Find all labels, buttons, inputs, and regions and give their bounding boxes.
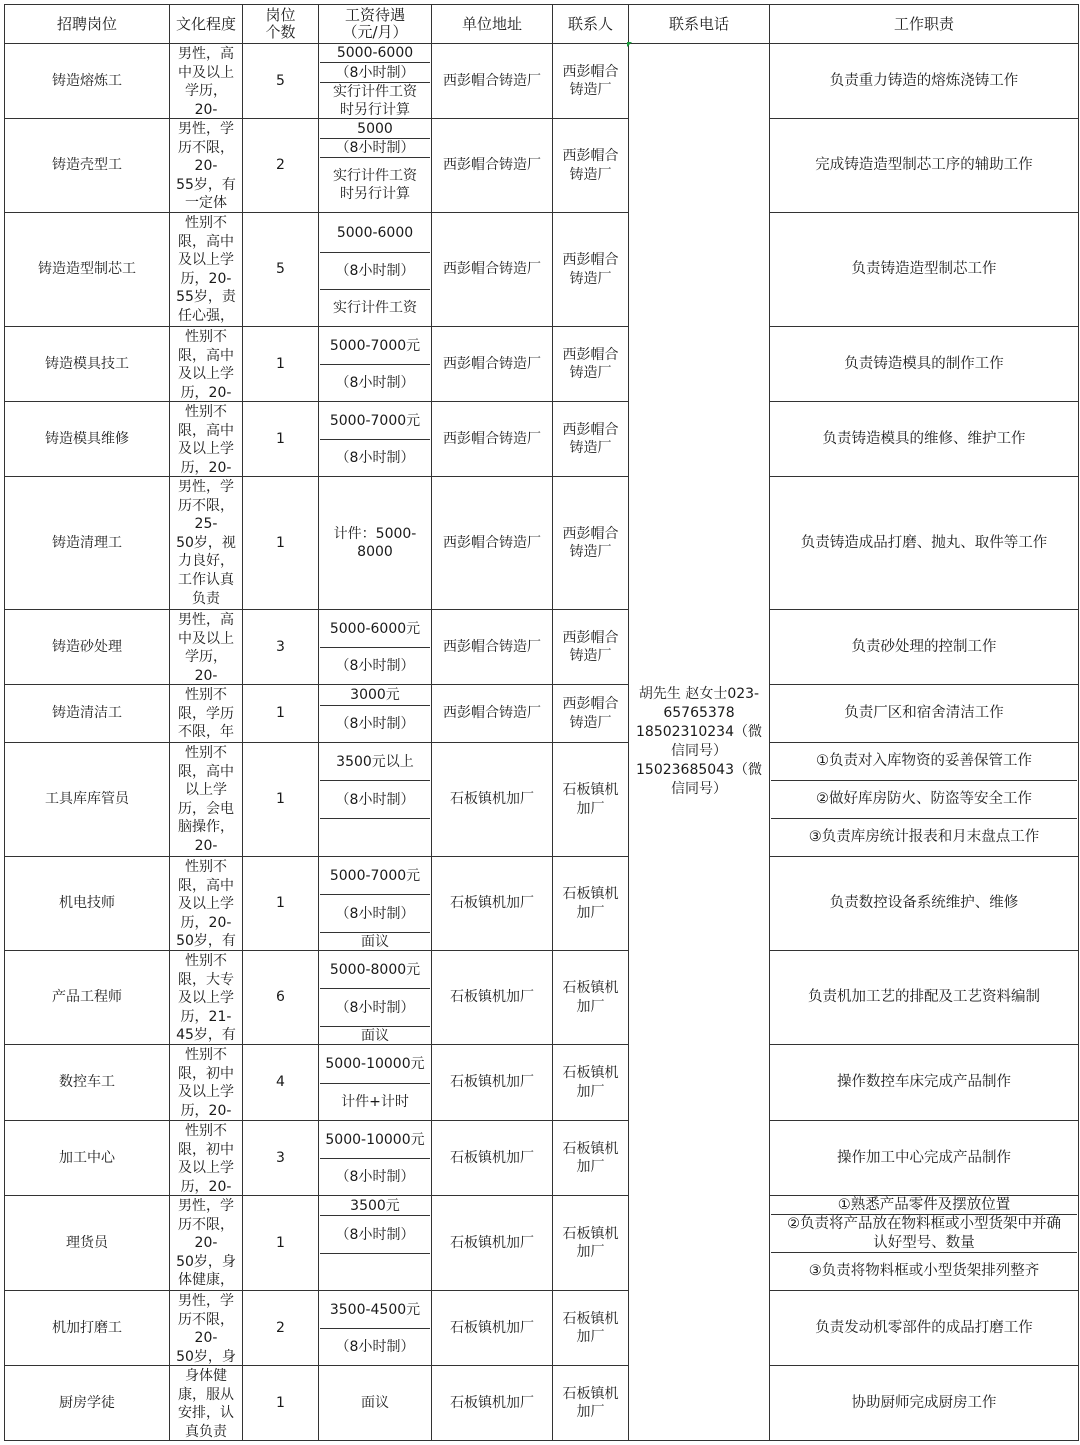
header-bottom-line [4,43,1079,44]
count-cell: 1 [276,1234,285,1251]
duty-cell: 负责铸造造型制芯工作 [851,261,997,278]
education-cell: 身体健 康，服从 安排，认 真负责 [178,1368,234,1440]
education-cell: 性别不 限，高中 及以上学 历，20- 50岁，有 [176,859,236,950]
salary-divider [320,1328,430,1329]
duty-cell: 协助厨师完成厨房工作 [851,1394,997,1411]
row-line [769,856,1079,857]
address-cell: 石板镇机加厂 [450,895,534,912]
salary-cell: 5000-7000元 [329,412,421,429]
duty-cell: 负责铸造模具的制作工作 [844,355,1004,372]
row-line [4,856,629,857]
address-cell: 西彭帽合铸造厂 [443,430,541,447]
salary-cell: （8小时制） [335,1339,415,1355]
comment-marker-icon [627,42,632,47]
education-cell: 性别不 限，学历 不限，年 [178,687,234,741]
row-line [4,476,629,477]
header-phone: 联系电话 [668,14,729,33]
duty-cell: 负责铸造模具的维修、维护工作 [822,430,1026,447]
salary-cell [319,1254,431,1290]
address-cell: 西彭帽合铸造厂 [443,261,541,278]
contact-cell: 石板镇机 加厂 [562,886,619,921]
address-cell: 石板镇机加厂 [450,1234,534,1251]
salary-cell: 3500元以上 [336,753,414,770]
position-cell: 铸造模具技工 [45,355,129,372]
education-cell: 男性，学 历不限， 20- 50岁，身 [176,1293,236,1365]
row-line [4,1195,629,1196]
salary-cell: （8小时制） [335,1169,415,1185]
duty-cell: ③负责将物料框或小型货架排列整齐 [808,1263,1040,1280]
table-border-top [4,4,1079,5]
salary-cell: 5000-6000 [336,224,414,241]
salary-cell: （8小时制） [335,791,415,808]
column-line [628,4,629,1441]
column-line [431,4,432,1441]
salary-cell: 5000-7000元 [329,867,421,884]
position-cell: 铸造壳型工 [52,157,122,174]
address-cell: 石板镇机加厂 [450,791,534,808]
row-line [769,950,1079,951]
column-line [552,4,553,1441]
salary-divider [320,82,430,83]
row-line [769,742,1079,743]
salary-cell: 3500元 [350,1197,400,1214]
count-cell: 5 [276,72,285,89]
row-line [4,1365,629,1366]
position-cell: 铸造模具维修 [45,430,129,447]
salary-divider [320,780,430,781]
education-cell: 性别不 限，高中 及以上学 历，20- [178,329,234,401]
salary-divider [320,894,430,895]
row-line [769,1440,1079,1441]
duty-cell: 负责机加工艺的排配及工艺资料编制 [808,989,1040,1006]
row-line [4,609,629,610]
contact-cell: 石板镇机 加厂 [562,782,619,817]
row-line [628,1440,770,1441]
salary-cell: 面议 [361,933,389,950]
salary-divider [320,1158,430,1159]
count-cell: 1 [276,430,285,447]
position-cell: 铸造砂处理 [52,638,122,655]
address-cell: 西彭帽合铸造厂 [443,355,541,372]
address-cell: 西彭帽合铸造厂 [443,157,541,174]
duty-divider [771,780,1077,781]
salary-divider [320,439,430,440]
address-cell: 西彭帽合铸造厂 [443,638,541,655]
salary-cell: 面议 [361,1395,389,1411]
education-cell: 性别不 限，大专 及以上学 历，21- 45岁，有 [176,953,236,1044]
row-line [769,609,1079,610]
duty-divider [771,1214,1077,1215]
row-line [4,1120,629,1121]
count-cell: 1 [276,705,285,722]
count-cell: 4 [276,1074,285,1091]
salary-divider [320,988,430,989]
education-cell: 男性，学 历不限， 20- 50岁，身 体健康， [176,1198,236,1289]
salary-cell: 5000-6000元 [329,620,421,637]
duty-divider [771,818,1077,819]
salary-cell: （8小时制） [335,716,415,732]
salary-divider [320,364,430,365]
contact-cell: 石板镇机 加厂 [562,1225,619,1260]
education-cell: 男性，学 历不限， 25- 50岁，视 力良好， 工作认真 负责 [176,479,236,607]
header-education: 文化程度 [175,14,236,33]
duty-cell: ②做好库房防火、防盗等安全工作 [816,791,1032,808]
salary-cell: （8小时制） [335,375,415,391]
duty-divider [771,1252,1077,1253]
column-line [4,4,5,1441]
position-cell: 厨房学徒 [59,1394,115,1411]
position-cell: 理货员 [66,1234,108,1251]
position-cell: 铸造造型制芯工 [38,261,136,278]
salary-cell: 面议 [361,1027,389,1044]
contact-cell: 石板镇机 加厂 [562,1065,619,1100]
duty-cell: ③负责库房统计报表和月末盘点工作 [808,829,1040,846]
header-contact: 联系人 [567,14,613,33]
salary-divider [320,647,430,648]
position-cell: 数控车工 [59,1074,115,1091]
row-line [769,1365,1079,1366]
column-line [769,4,770,1441]
count-cell: 3 [276,638,285,655]
address-cell: 石板镇机加厂 [450,1149,534,1166]
row-line [769,476,1079,477]
education-cell: 男性，高 中及以上 学历， 20- [178,612,234,684]
salary-divider [320,62,430,63]
salary-cell: 实行计件工资 时另行计算 [333,168,417,202]
salary-divider [320,705,430,706]
row-line [4,950,629,951]
row-line [769,1044,1079,1045]
duty-cell: ①负责对入库物资的妥善保管工作 [816,753,1032,770]
row-line [4,1044,629,1045]
column-line [242,4,243,1441]
contact-cell: 石板镇机 加厂 [562,1385,619,1420]
address-cell: 西彭帽合铸造厂 [443,705,541,722]
row-line [769,326,1079,327]
header-count: 岗位 个数 [265,6,296,41]
position-cell: 机加打磨工 [52,1319,122,1336]
duty-cell: 负责发动机零部件的成品打磨工作 [815,1319,1033,1336]
salary-cell: （8小时制） [335,450,415,466]
salary-cell [319,819,431,856]
duty-cell: 负责砂处理的控制工作 [851,638,997,655]
salary-cell: 5000 [357,120,393,137]
salary-cell: 计件+计时 [341,1094,409,1110]
salary-cell: 5000-10000元 [325,1056,425,1072]
salary-cell: 实行计件工资 [333,300,417,316]
salary-cell: （8小时制） [335,140,415,156]
position-cell: 工具库库管员 [45,791,129,808]
address-cell: 石板镇机加厂 [450,1394,534,1411]
salary-divider [320,157,430,158]
salary-divider [320,252,430,253]
row-line [4,742,629,743]
salary-divider [320,289,430,290]
salary-cell: （8小时制） [335,263,415,279]
duty-cell: 负责铸造成品打磨、抛丸、取件等工作 [800,534,1048,551]
header-address: 单位地址 [461,14,522,33]
salary-cell: （8小时制） [335,905,415,922]
contact-cell: 西彭帽合 铸造厂 [562,629,619,664]
row-line [4,212,629,213]
duty-cell: 操作数控车床完成产品制作 [837,1074,1011,1091]
salary-divider [320,1215,430,1216]
row-line [769,401,1079,402]
salary-cell: 实行计件工资 时另行计算 [333,83,417,118]
contact-cell: 西彭帽合 铸造厂 [562,525,619,560]
count-cell: 1 [276,534,285,551]
contact-cell: 西彭帽合 铸造厂 [562,252,619,287]
row-line [769,1120,1079,1121]
salary-cell: （8小时制） [335,1226,415,1243]
count-cell: 6 [276,989,285,1006]
row-line [769,1195,1079,1196]
contact-cell: 石板镇机 加厂 [562,980,619,1015]
education-cell: 男性，学 历不限， 20- 55岁，有 一定体 [176,121,236,212]
count-cell: 1 [276,1394,285,1411]
education-cell: 性别不 限，初中 及以上学 历，20- [178,1123,234,1195]
education-cell: 性别不 限，高中 及以上学 历，20- 55岁，责 任心强， [176,215,236,324]
address-cell: 石板镇机加厂 [450,1074,534,1091]
row-line [4,326,629,327]
contact-phone-cell: 胡先生 赵女士023- 65765378 18502310234（微 信同号） 15023685043（微 信同号） [636,686,762,797]
column-line [1078,4,1079,1441]
contact-cell: 西彭帽合 铸造厂 [562,696,619,731]
duty-cell: 完成铸造造型制芯工序的辅助工作 [815,157,1033,174]
count-cell: 1 [276,355,285,372]
duty-cell: ②负责将产品放在物料框或小型货架中并确 认好型号、数量 [787,1216,1061,1251]
address-cell: 石板镇机加厂 [450,1319,534,1336]
education-cell: 男性，高 中及以上 学历， 20- [178,46,234,118]
salary-cell: 5000-6000 [336,45,414,61]
salary-divider [320,1253,430,1254]
column-line [169,4,170,1441]
position-cell: 铸造清理工 [52,534,122,551]
salary-divider [320,1026,430,1027]
count-cell: 5 [276,261,285,278]
row-line [4,1290,629,1291]
header-duty: 工作职责 [893,14,954,33]
row-line [769,1290,1079,1291]
contact-cell: 西彭帽合 铸造厂 [562,346,619,381]
contact-cell: 石板镇机 加厂 [562,1310,619,1345]
duty-cell: 负责重力铸造的熔炼浇铸工作 [829,72,1019,89]
duty-cell: 操作加工中心完成产品制作 [837,1149,1011,1166]
duty-cell: 负责数控设备系统维护、维修 [829,895,1019,912]
education-cell: 性别不 限，高中 以上学 历，会电 脑操作， 20- [178,745,234,854]
education-cell: 性别不 限，初中 及以上学 历，20- [178,1047,234,1119]
count-cell: 3 [276,1149,285,1166]
position-cell: 铸造清洁工 [52,705,122,722]
row-line [769,212,1079,213]
row-line [769,118,1079,119]
salary-cell: （8小时制） [335,658,415,674]
salary-cell: 计件：5000- 8000 [333,526,417,560]
salary-cell: （8小时制） [335,64,415,81]
count-cell: 1 [276,791,285,808]
duty-cell: ①熟悉产品零件及摆放位置 [837,1196,1011,1213]
salary-cell: 3000元 [350,687,400,703]
header-salary: 工资待遇 （元/月） [342,6,408,41]
education-cell: 性别不 限，高中 及以上学 历，20- [178,404,234,476]
row-line [4,401,629,402]
position-cell: 产品工程师 [52,989,122,1006]
salary-divider [320,138,430,139]
duty-cell: 负责厂区和宿舍清洁工作 [844,705,1004,722]
salary-cell: 5000-8000元 [329,961,421,978]
address-cell: 西彭帽合铸造厂 [443,72,541,89]
salary-cell: 3500-4500元 [329,1301,421,1318]
salary-divider [320,1083,430,1084]
count-cell: 1 [276,895,285,912]
count-cell: 2 [276,157,285,174]
salary-cell: 5000-7000元 [329,337,421,354]
header-position: 招聘岗位 [56,14,117,33]
address-cell: 石板镇机加厂 [450,989,534,1006]
salary-cell: 5000-10000元 [325,1131,425,1148]
row-line [4,1440,629,1441]
column-line [318,4,319,1441]
contact-cell: 石板镇机 加厂 [562,1140,619,1175]
position-cell: 加工中心 [59,1149,115,1166]
row-line [4,684,629,685]
position-cell: 铸造熔炼工 [52,72,122,89]
position-cell: 机电技师 [59,895,115,912]
salary-cell: （8小时制） [335,999,415,1016]
row-line [769,684,1079,685]
address-cell: 西彭帽合铸造厂 [443,534,541,551]
contact-cell: 西彭帽合 铸造厂 [562,421,619,456]
salary-divider [320,818,430,819]
row-line [4,118,629,119]
contact-cell: 西彭帽合 铸造厂 [562,63,619,98]
contact-cell: 西彭帽合 铸造厂 [562,148,619,183]
count-cell: 2 [276,1319,285,1336]
salary-divider [320,932,430,933]
